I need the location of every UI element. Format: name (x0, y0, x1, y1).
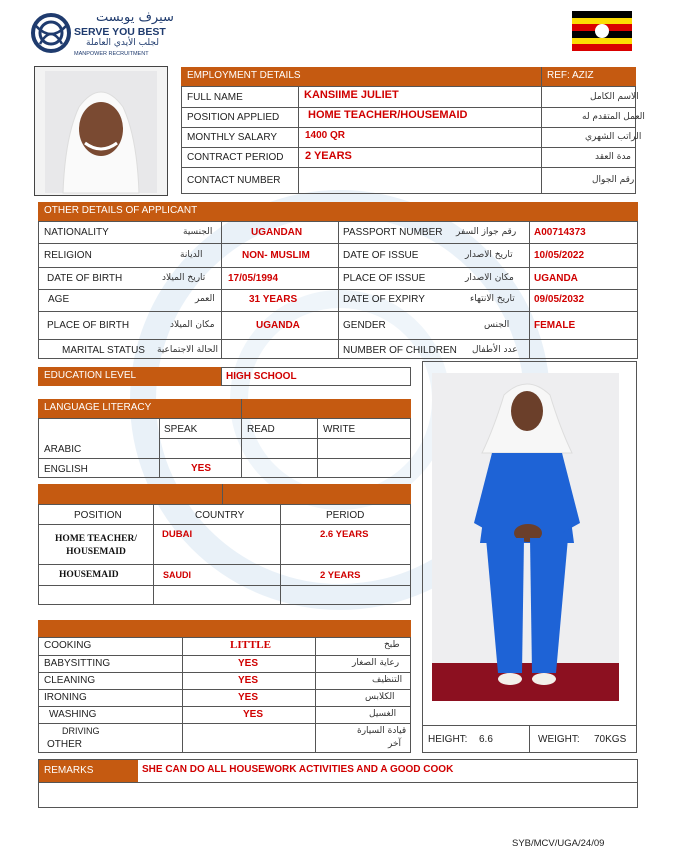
language-col-write: WRITE (323, 424, 356, 435)
skill-cleaning-arabic: التنظيف (372, 675, 403, 685)
gender-label: GENDER (343, 320, 386, 331)
english-speak-value: YES (191, 463, 212, 474)
birthplace-arabic: مكان الميلاد (170, 320, 215, 330)
applicant-photo (34, 66, 168, 196)
position-value: HOME TEACHER/HOUSEMAID (308, 109, 468, 121)
language-header: LANGUAGE LITERACY (38, 399, 411, 418)
brand-arabic-name: سيرف يوبست (96, 10, 174, 25)
uganda-flag (572, 11, 632, 51)
salary-value: 1400 QR (305, 130, 346, 141)
experience-col-period: PERIOD (326, 510, 365, 521)
full-name-arabic: الاسم الكامل (590, 92, 639, 102)
age-value: 31 YEARS (249, 294, 298, 305)
skill-washing-arabic: الغسيل (369, 709, 397, 719)
passport-value: A00714373 (534, 227, 586, 238)
religion-arabic: الديانة (180, 250, 203, 260)
experience-period-1: 2.6 YEARS (320, 529, 369, 540)
height-value: 6.6 (479, 734, 493, 745)
expiry-label: DATE OF EXPIRY (343, 294, 425, 305)
remarks-value: SHE CAN DO ALL HOUSEWORK ACTIVITIES AND A GOOD COOK (142, 764, 454, 775)
logo (30, 10, 190, 60)
religion-value: NON- MUSLIM (242, 250, 310, 261)
full-body-photo (432, 373, 619, 701)
experience-header (38, 484, 411, 504)
nationality-label: NATIONALITY (44, 227, 109, 238)
experience-col-position: POSITION (74, 510, 122, 521)
expiry-value: 09/05/2032 (534, 294, 585, 305)
full-name-value: KANSIIME JULIET (304, 89, 399, 101)
remarks-label: REMARKS (38, 759, 138, 782)
skill-cooking-arabic: طبخ (384, 640, 400, 650)
nationality-value: UGANDAN (251, 227, 303, 238)
skill-driving-arabic: قيادة السيارة (357, 726, 407, 736)
issue-place-arabic: مكان الاصدار (465, 273, 514, 283)
contact-label: CONTACT NUMBER (187, 175, 281, 186)
age-arabic: العمر (195, 294, 215, 304)
experience-col-country: COUNTRY (195, 510, 245, 521)
salary-label: MONTHLY SALARY (187, 132, 278, 143)
document-code: SYB/MCV/UGA/24/09 (512, 838, 605, 849)
language-arabic: ARABIC (44, 444, 82, 455)
full-name-label: FULL NAME (187, 92, 243, 103)
experience-position-2: HOUSEMAID (59, 570, 119, 580)
dob-value: 17/05/1994 (228, 273, 279, 284)
employment-title: EMPLOYMENT DETAILS (187, 70, 301, 81)
contract-label: CONTRACT PERIOD (187, 152, 284, 163)
other-details-header: OTHER DETAILS OF APPLICANT (38, 202, 638, 221)
marital-label: MARITAL STATUS (62, 345, 145, 356)
experience-country-1: DUBAI (162, 529, 193, 540)
skill-ironing-value: YES (238, 692, 259, 703)
skill-driving-label: DRIVING (62, 726, 100, 736)
nationality-arabic: الجنسية (183, 227, 213, 237)
skill-cleaning-value: YES (238, 675, 259, 686)
issue-place-value: UGANDA (534, 273, 578, 284)
height-label: HEIGHT: (428, 734, 468, 745)
gender-arabic: الجنس (484, 320, 510, 330)
skill-other-label: OTHER (47, 739, 82, 750)
skill-babysitting-value: YES (238, 658, 259, 669)
language-col-read: READ (247, 424, 275, 435)
skill-cleaning-label: CLEANING (44, 675, 96, 686)
religion-label: RELIGION (44, 250, 92, 261)
issue-place-label: PLACE OF ISSUE (343, 273, 426, 284)
brand-arabic-tagline: لجلب الأيدي العاملة (86, 38, 159, 48)
language-english: ENGLISH (44, 464, 88, 475)
globe-icon (30, 12, 72, 54)
passport-label: PASSPORT NUMBER (343, 227, 443, 238)
birthplace-label: PLACE OF BIRTH (47, 320, 130, 331)
contract-arabic: مدة العقد (595, 152, 631, 162)
weight-value: 70KGS (594, 734, 627, 745)
expiry-arabic: تاريخ الانتهاء (470, 294, 515, 304)
issue-date-arabic: تاريخ الاصدار (465, 250, 513, 260)
children-arabic: عدد الأطفال (472, 345, 518, 355)
skill-other-arabic: آخر (388, 739, 402, 749)
skill-babysitting-label: BABYSITTING (44, 658, 111, 669)
brand-name: SERVE YOU BEST (74, 26, 166, 38)
skill-washing-label: WASHING (49, 709, 97, 720)
issue-date-label: DATE OF ISSUE (343, 250, 419, 261)
skills-header (38, 620, 411, 637)
skill-babysitting-arabic: رعاية الصغار (352, 658, 400, 668)
salary-arabic: الراتب الشهري (585, 132, 642, 142)
age-label: AGE (48, 294, 70, 305)
experience-country-2: SAUDI (163, 570, 192, 580)
brand-tagline: MANPOWER RECRUITMENT (74, 51, 149, 57)
passport-arabic: رقم جواز السفر (456, 227, 517, 237)
children-label: NUMBER OF CHILDREN (343, 345, 457, 356)
skill-ironing-label: IRONING (44, 692, 87, 703)
weight-label: WEIGHT: (538, 734, 580, 745)
contact-arabic: رقم الجوال (592, 175, 635, 185)
skill-ironing-arabic: الكلابس (365, 692, 395, 702)
skill-washing-value: YES (243, 709, 264, 720)
language-col-speak: SPEAK (164, 424, 198, 435)
education-label: EDUCATION LEVEL (38, 367, 221, 386)
position-label: POSITION APPLIED (187, 112, 280, 123)
reference-number: REF: AZIZ (547, 70, 594, 81)
skill-cooking-value: LITTLE (230, 639, 271, 651)
issue-date-value: 10/05/2022 (534, 250, 585, 261)
skill-cooking-label: COOKING (44, 640, 92, 651)
dob-label: DATE OF BIRTH (47, 273, 123, 284)
contract-value: 2 YEARS (305, 150, 352, 162)
experience-period-2: 2 YEARS (320, 570, 361, 581)
position-arabic: العمل المتقدم له (582, 112, 645, 122)
marital-arabic: الحالة الاجتماعية (157, 345, 218, 355)
birthplace-value: UGANDA (256, 320, 300, 331)
gender-value: FEMALE (534, 320, 576, 331)
education-value: HIGH SCHOOL (226, 371, 297, 382)
experience-position-1: HOME TEACHER/ HOUSEMAID (55, 534, 137, 557)
dob-arabic: تاريخ الميلاد (162, 273, 206, 283)
employment-header (181, 67, 636, 86)
